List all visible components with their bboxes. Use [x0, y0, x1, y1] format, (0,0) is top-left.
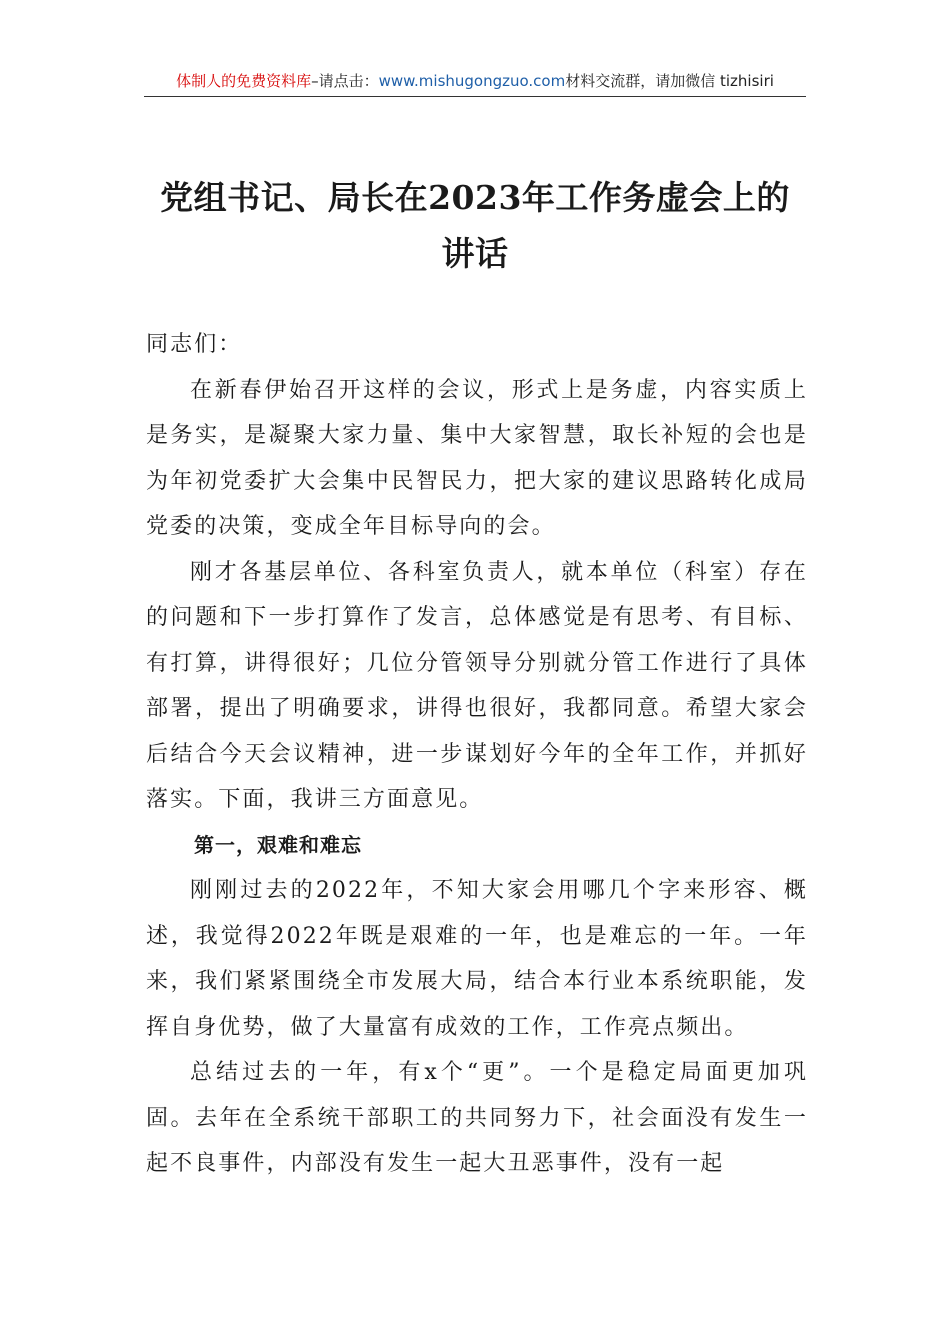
- section-heading: 第一，艰难和难忘: [194, 832, 362, 857]
- paragraph: 刚才各基层单位、各科室负责人，就本单位（科室）存在的问题和下一步打算作了发言，总体感觉是有思考、有目标、有打算，讲得很好；几位分管领导分别就分管工作进行了具体部署，提出了明确要求，讲得也很好，我都同意。希望大家会后结合今天会议精神，进一步谋划好今年的全年工作，并抓好落实。下面，我讲三方面意见。: [146, 559, 808, 812]
- paragraph: 刚刚过去的2022年，不知大家会用哪几个字来形容、概述，我觉得2022年既是艰难的一年，也是难忘的一年。一年来，我们紧紧围绕全市发展大局，结合本行业本系统职能，发挥自身优势，做了大量富有成效的工作，工作亮点频出。: [146, 878, 808, 1040]
- paragraph: 总结过去的一年，有x个“更”。一个是稳定局面更加巩固。去年在全系统干部职工的共同努力下，社会面没有发生一起不良事件，内部没有发生一起大丑恶事件，没有一起: [146, 1060, 808, 1176]
- header-note: 材料交流群，请加微信 tizhisiri: [565, 72, 774, 90]
- document-body: [146, 322, 808, 1187]
- paragraph: 在新春伊始召开这样的会议，形式上是务虚，内容实质上是务实，是凝聚大家力量、集中大家智慧，取长补短的会也是为年初党委扩大会集中民智民力，把大家的建议思路转化成局党委的决策，变成全年目标导向的会。: [146, 377, 808, 539]
- header-brand: 体制人的免费资料库: [176, 72, 312, 90]
- document-title: [130, 170, 820, 282]
- title-line-2: 讲话: [441, 234, 509, 273]
- title-line-1: 党组书记、局长在2023年工作务虚会上的: [160, 178, 790, 217]
- header-prompt: –请点击：: [311, 72, 379, 90]
- header-banner: [144, 70, 806, 97]
- salutation: 同志们：: [146, 332, 243, 357]
- header-link[interactable]: www.mishugongzuo.com: [378, 72, 566, 90]
